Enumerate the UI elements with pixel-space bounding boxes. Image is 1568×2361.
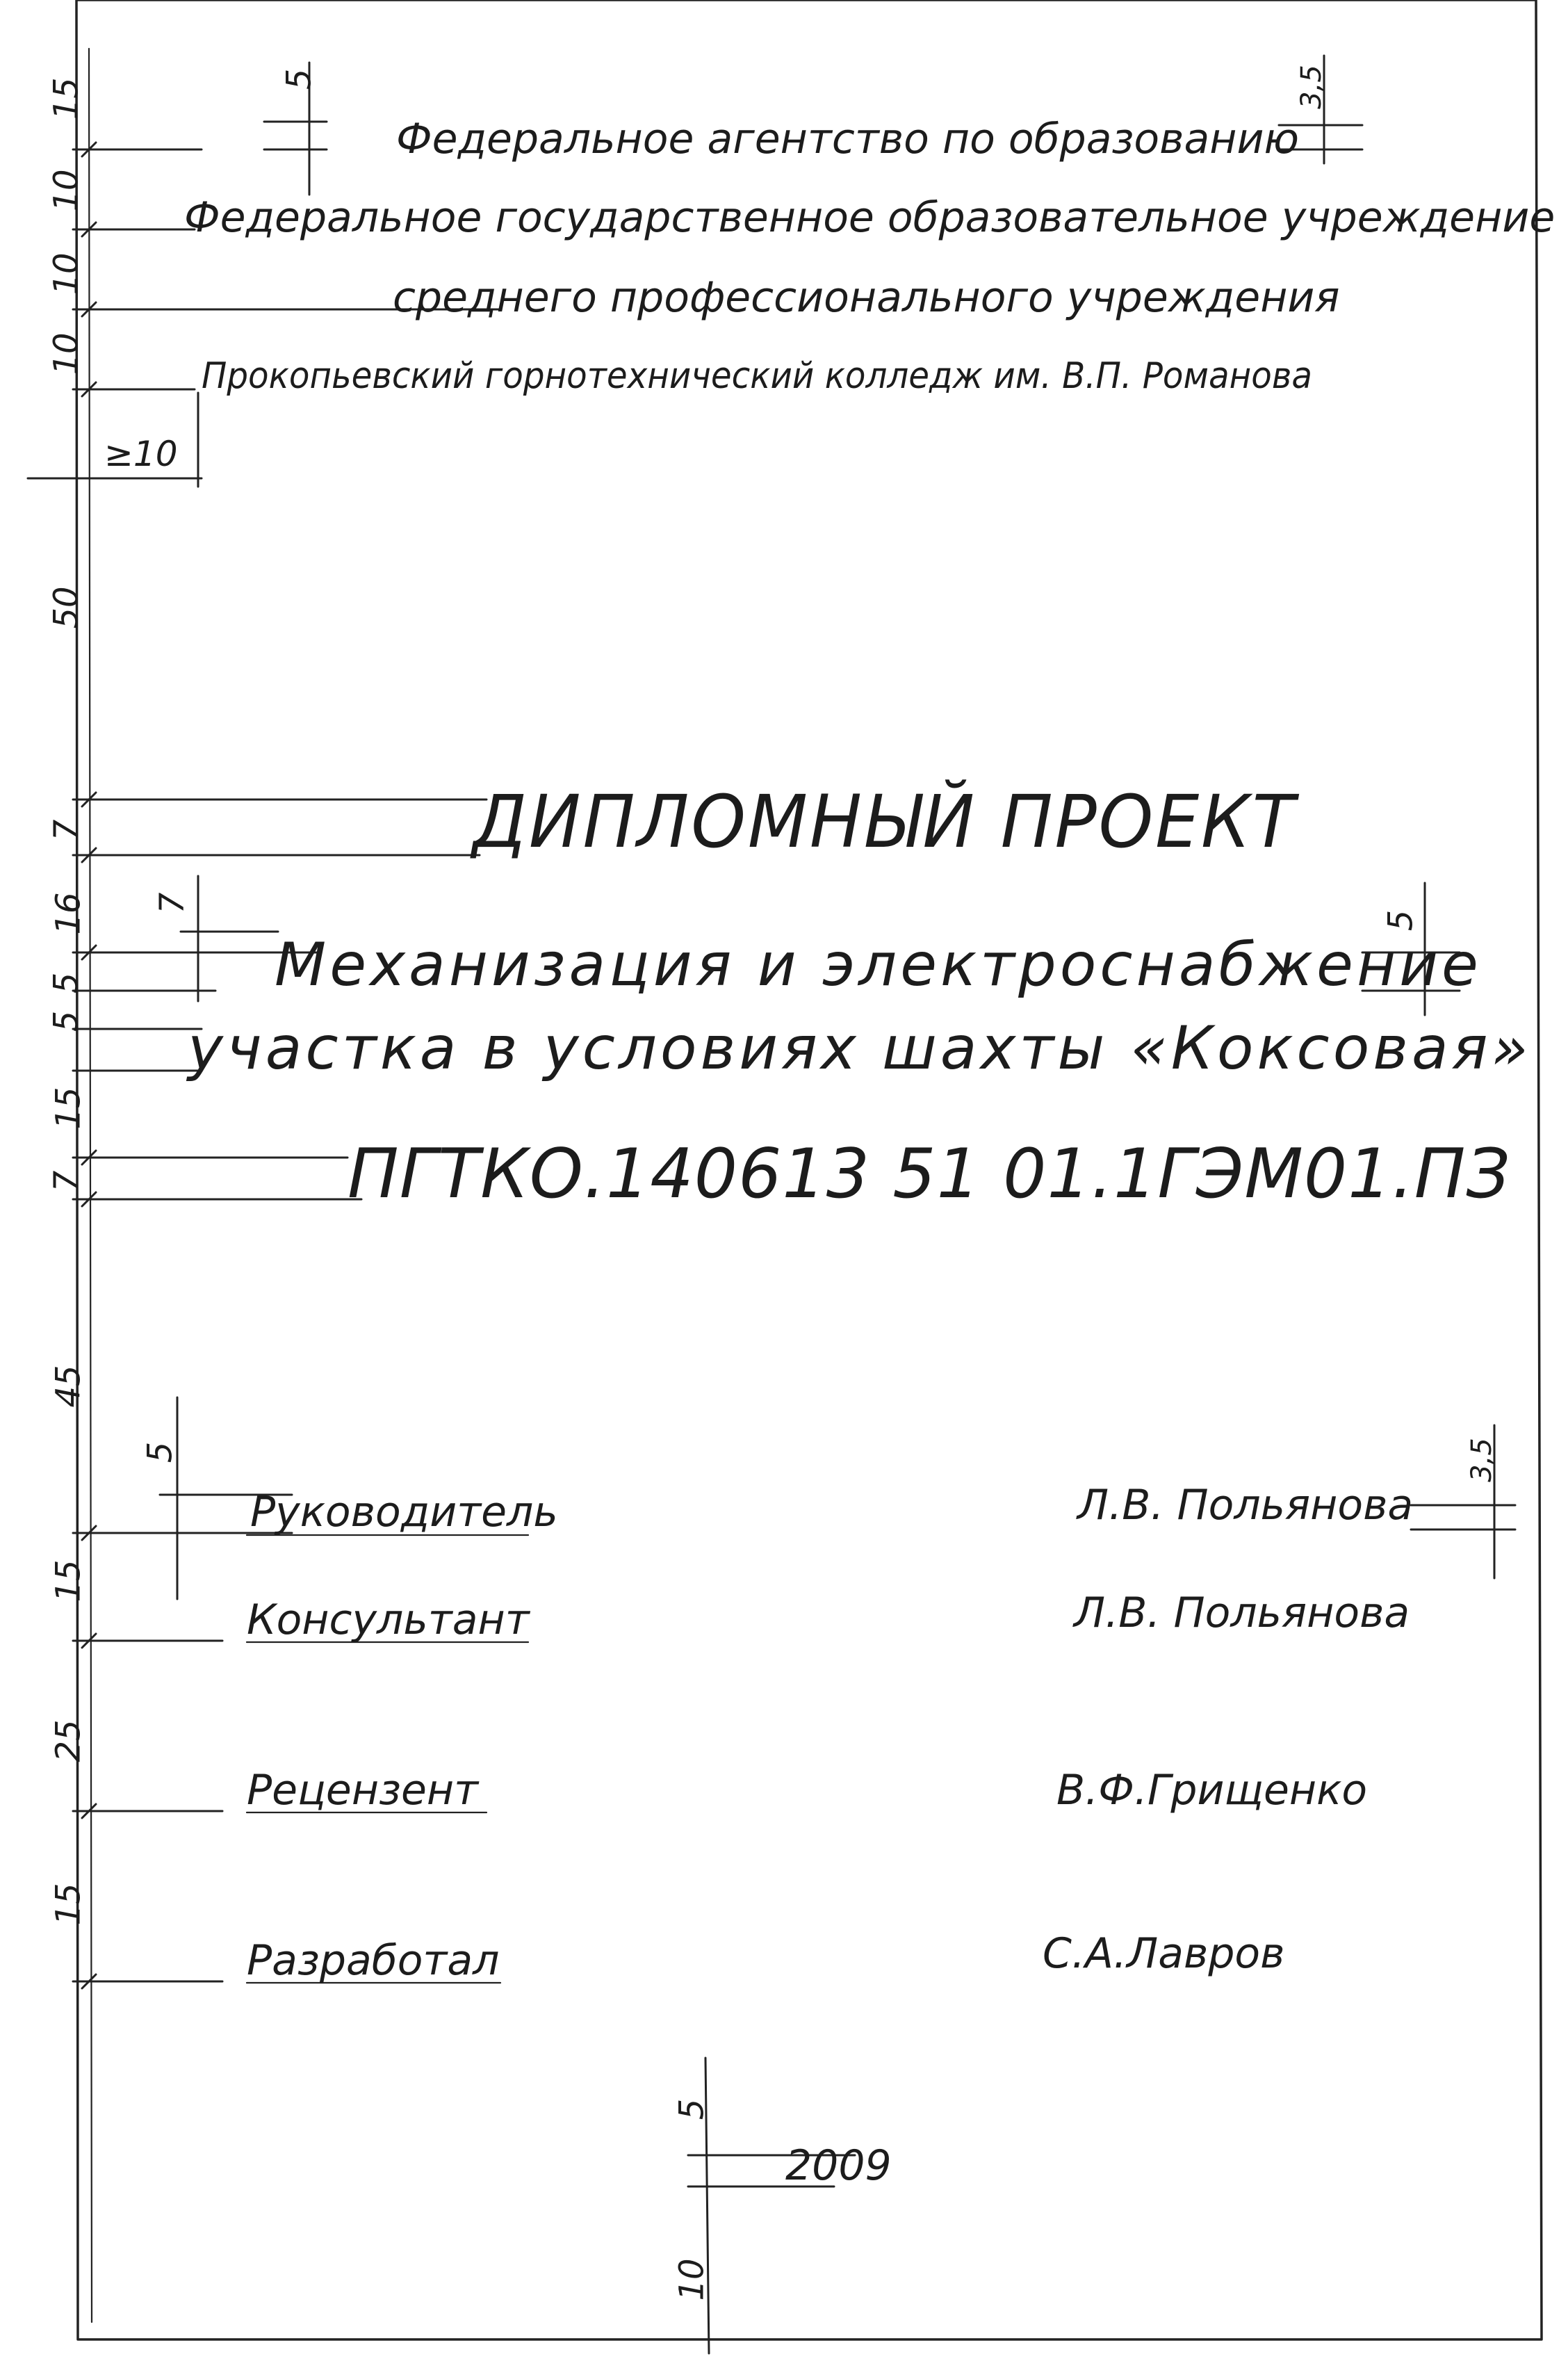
- dim-year-top: 5: [672, 2098, 712, 2120]
- signature-name-consultant: Л.В. Польянова: [1074, 1589, 1410, 1637]
- dim-font-header: 5: [279, 68, 319, 90]
- dim-left-3: 10: [47, 252, 86, 295]
- dim-left-5: 50: [47, 586, 86, 629]
- dim-left-1: 15: [47, 77, 86, 120]
- topic-line-2: участка в условиях шахты «Коксовая»: [188, 1014, 1532, 1083]
- dim-left-9: 5: [47, 1010, 86, 1032]
- dim-font-topic: 7: [152, 892, 192, 914]
- dim-font-sig-right: 3,5: [1465, 1438, 1498, 1482]
- header-level: среднего профессионального учреждения: [393, 273, 1340, 322]
- dim-left-2: 10: [47, 169, 86, 212]
- signature-role-supervisor: Руководитель: [250, 1488, 558, 1536]
- signature-name-supervisor: Л.В. Польянова: [1077, 1481, 1414, 1530]
- dim-font-topic-right: 5: [1381, 909, 1421, 932]
- dim-left-7: 16: [49, 892, 88, 935]
- document-type: ДИПЛОМНЫЙ ПРОЕКТ: [473, 779, 1297, 864]
- topic-line-1: Механизация и электроснабжение: [275, 930, 1482, 1000]
- header-college: Прокопьевский горнотехнический колледж им. В.П. Романова: [202, 355, 1312, 397]
- dim-year-bottom: 10: [672, 2258, 712, 2301]
- dim-left-14: 25: [49, 1719, 88, 1762]
- dim-font-sig: 5: [140, 1441, 180, 1463]
- signature-name-reviewer: В.Ф.Грищенко: [1056, 1766, 1368, 1815]
- signature-name-developer: С.А.Лавров: [1043, 1929, 1285, 1978]
- dim-left-6: 7: [47, 819, 86, 841]
- dim-left-4: 10: [47, 332, 86, 375]
- signature-role-developer: Разработал: [247, 1936, 500, 1985]
- signature-role-consultant: Консультант: [247, 1596, 530, 1644]
- dim-left-12: 45: [49, 1365, 88, 1408]
- signature-role-reviewer: Рецензент: [247, 1766, 479, 1815]
- dim-left-13: 15: [49, 1559, 88, 1603]
- dim-left-15: 15: [49, 1883, 88, 1926]
- dim-indent: ≥10: [104, 434, 178, 474]
- header-agency: Федеральное агентство по образованию: [396, 115, 1299, 163]
- document-code: ПГТКО.140613 51 01.1ГЭМ01.ПЗ: [348, 1135, 1511, 1214]
- dim-left-10: 15: [49, 1087, 88, 1130]
- dim-left-8: 5: [47, 972, 86, 994]
- header-institution: Федеральное государственное образовательное учреждение: [184, 193, 1555, 242]
- year: 2009: [785, 2141, 892, 2190]
- dim-left-11: 7: [47, 1170, 86, 1192]
- dim-font-header-right: 3,5: [1295, 65, 1328, 109]
